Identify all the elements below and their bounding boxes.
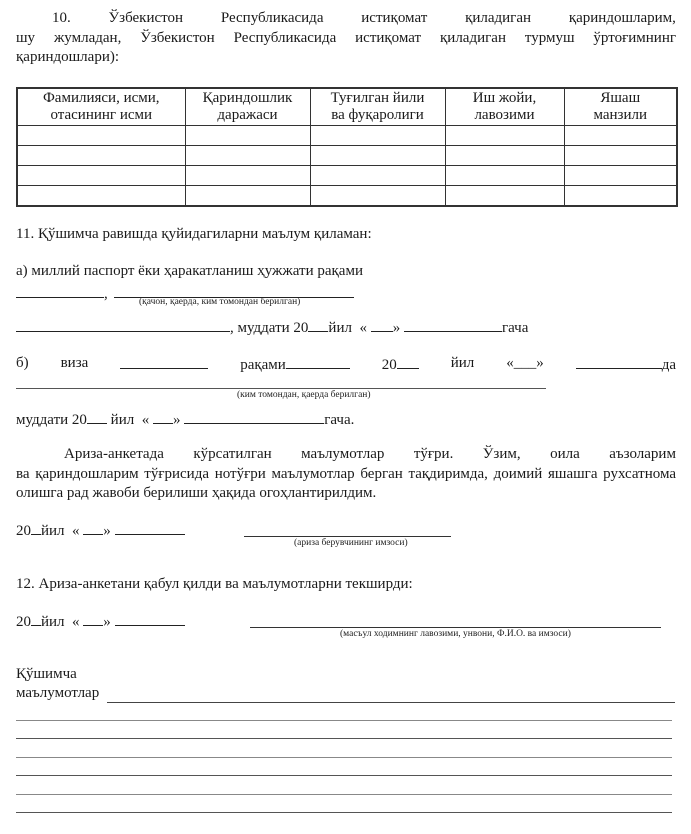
- officer-day-field[interactable]: [83, 612, 103, 626]
- additional-info-label-line1: Қўшимча: [16, 666, 77, 682]
- additional-info-blank-line[interactable]: [16, 757, 672, 758]
- word: Республикасида: [220, 10, 324, 26]
- table-cell[interactable]: [17, 126, 185, 146]
- word: оила: [550, 446, 580, 462]
- word: Ўзбекистон: [108, 10, 184, 26]
- officer-year-field[interactable]: [31, 612, 41, 626]
- table-cell[interactable]: [185, 126, 310, 146]
- table-cell[interactable]: [445, 166, 564, 186]
- table-row: [17, 126, 677, 146]
- header-workplace-position: Иш жойи, лавозими: [445, 88, 564, 126]
- table-cell[interactable]: [310, 186, 445, 207]
- passport-number-field[interactable]: [16, 284, 104, 298]
- table-cell[interactable]: [445, 186, 564, 207]
- passport-month-field[interactable]: [404, 318, 502, 332]
- declaration-rest: ва қариндошларим тўғрисида нотўғри маълумотлар берган тақдиримда, доимий яшашга рухсатнома олишга рад жавоби берилиши ҳақида огоҳлантирилдим.: [16, 466, 676, 501]
- visa-validity-line: муддати 20 йил « » гача.: [16, 412, 355, 428]
- table-cell[interactable]: [17, 166, 185, 186]
- passport-year-field[interactable]: [308, 318, 328, 332]
- passport-issued-field[interactable]: [114, 284, 354, 298]
- applicant-month-field[interactable]: [115, 521, 185, 535]
- table-cell[interactable]: [310, 126, 445, 146]
- visa-type-field[interactable]: [120, 355, 208, 369]
- applicant-signature-hint: (ариза берувчининг имзоси): [294, 538, 408, 548]
- table-cell[interactable]: [310, 146, 445, 166]
- table-cell[interactable]: [185, 186, 310, 207]
- word: 10.: [52, 10, 71, 26]
- officer-month-field[interactable]: [115, 612, 185, 626]
- officer-date-line: 20 йил « »: [16, 612, 185, 631]
- passport-number-line: ,: [16, 284, 354, 303]
- table-cell[interactable]: [564, 166, 677, 186]
- visa-line: б) виза рақами 20 йил «___» да: [16, 355, 676, 373]
- passport-label: а) миллий паспорт ёки ҳаракатланиш ҳужжати рақами: [16, 263, 363, 279]
- table-cell[interactable]: [185, 166, 310, 186]
- passport-issuer-field[interactable]: [16, 318, 230, 332]
- additional-info-field[interactable]: [107, 702, 675, 703]
- visa-issuer-field[interactable]: [16, 388, 546, 389]
- word: қиладиган: [465, 10, 532, 26]
- section10-intro-first-line: [16, 10, 676, 27]
- word: қариндошларим,: [568, 10, 676, 26]
- table-cell[interactable]: [310, 166, 445, 186]
- applicant-date-line: 20 йил « »: [16, 521, 185, 540]
- header-full-name: Фамилияси, исми, отасининг исми: [17, 88, 185, 126]
- table-cell[interactable]: [17, 186, 185, 207]
- visa-issued-hint: (ким томондан, қаерда берилган): [237, 390, 371, 400]
- word: истиқомат: [361, 10, 428, 26]
- applicant-day-field[interactable]: [83, 521, 103, 535]
- declaration-first-line: [16, 446, 676, 463]
- additional-info-blank-line[interactable]: [16, 720, 672, 721]
- table-row: [17, 166, 677, 186]
- header-relationship: Қариндошлик даражаси: [185, 88, 310, 126]
- visa-number-field[interactable]: [286, 355, 350, 369]
- table-cell[interactable]: [564, 186, 677, 207]
- visa-valid-year-field[interactable]: [87, 410, 107, 424]
- table-cell[interactable]: [185, 146, 310, 166]
- visa-year-field[interactable]: [397, 355, 419, 369]
- passport-issued-hint: (қачон, қаерда, ким томондан берилган): [139, 297, 301, 307]
- header-address: Яшаш манзили: [564, 88, 677, 126]
- section12-title: 12. Ариза-анкетани қабул қилди ва маълумотларни текширди:: [16, 576, 413, 592]
- passport-day-field[interactable]: [371, 318, 393, 332]
- visa-valid-day-field[interactable]: [153, 410, 173, 424]
- passport-validity-line: , муддати 20 йил « » гача: [16, 318, 528, 337]
- word: тўғри.: [413, 446, 454, 462]
- visa-valid-month-field[interactable]: [184, 410, 324, 424]
- applicant-year-field[interactable]: [31, 521, 41, 535]
- section11-title: 11. Қўшимча равишда қуйидагиларни маълум қиламан:: [16, 226, 372, 242]
- table-cell[interactable]: [445, 126, 564, 146]
- section10-intro-rest: шу жумладан, Ўзбекистон Республикасида истиқомат қиладиган турмуш ўртоғимнинг қариндошлари):: [16, 30, 676, 65]
- additional-info-blank-line[interactable]: [16, 812, 672, 813]
- table-cell[interactable]: [564, 146, 677, 166]
- word: Ўзим,: [482, 446, 521, 462]
- header-birth-year-citizenship: Туғилган йили ва фуқаролиги: [310, 88, 445, 126]
- table-row: [17, 146, 677, 166]
- officer-signature-field[interactable]: [250, 627, 661, 628]
- word: маълумотлар: [301, 446, 385, 462]
- applicant-signature-field[interactable]: [244, 536, 451, 537]
- additional-info-blank-line[interactable]: [16, 738, 672, 739]
- table-cell[interactable]: [445, 146, 564, 166]
- table-cell[interactable]: [564, 126, 677, 146]
- additional-info-blank-line[interactable]: [16, 794, 672, 795]
- relatives-table: [16, 87, 678, 207]
- additional-info-blank-line[interactable]: [16, 775, 672, 776]
- officer-signature-hint: (масъул ходимнинг лавозими, унвони, Ф.И.О. ва имзоси): [340, 629, 571, 639]
- additional-info-label-line2: маълумотлар: [16, 685, 100, 701]
- word: Ариза-анкетада: [64, 446, 164, 462]
- word: аъзоларим: [609, 446, 676, 462]
- visa-month-field[interactable]: [576, 355, 662, 369]
- table-cell[interactable]: [17, 146, 185, 166]
- relatives-table-header: [17, 88, 677, 126]
- table-row: [17, 186, 677, 207]
- visa-day-field[interactable]: «___»: [506, 355, 544, 371]
- word: кўрсатилган: [193, 446, 272, 462]
